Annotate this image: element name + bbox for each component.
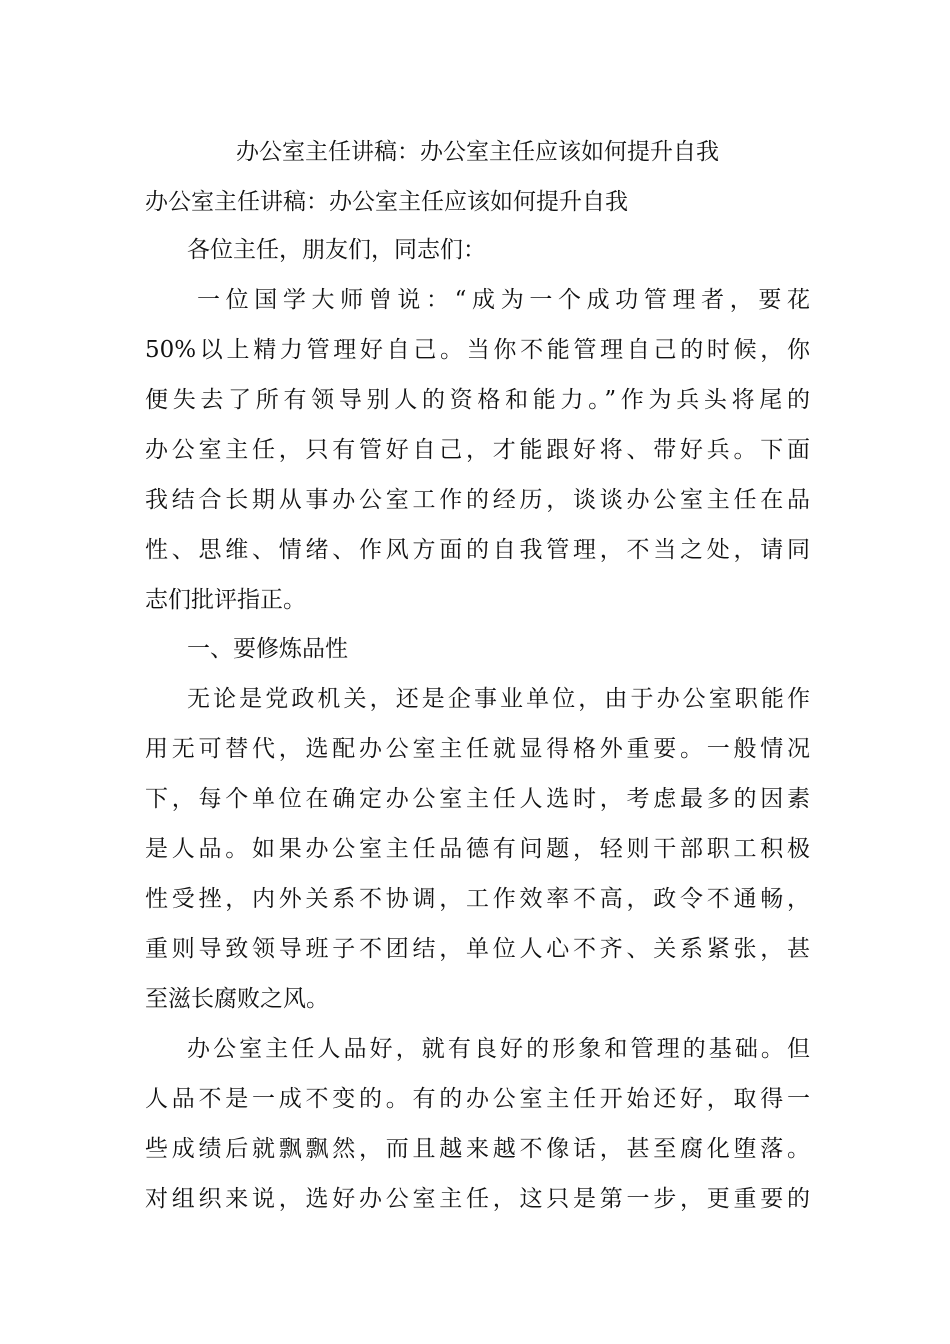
text-line-20: 些成绩后就飘飘然，而且越来越不像话，甚至腐化堕落。	[145, 1136, 810, 1162]
text-line-8: 性、思维、情绪、作风方面的自我管理，不当之处，请同	[145, 537, 810, 563]
text-line-15: 性受挫，内外关系不协调，工作效率不高，政令不通畅，	[145, 886, 810, 912]
text-line-18: 办公室主任人品好，就有良好的形象和管理的基础。但	[187, 1036, 810, 1062]
section-heading: 一、要修炼品性	[187, 636, 348, 662]
text-line-1: 办公室主任讲稿：办公室主任应该如何提升自我	[145, 189, 628, 215]
document-title: 办公室主任讲稿：办公室主任应该如何提升自我	[236, 139, 719, 165]
text-line-2: 各位主任，朋友们，同志们：	[187, 237, 486, 263]
text-line-12: 用无可替代，选配办公室主任就显得格外重要。一般情况	[145, 736, 810, 762]
text-line-3: 一位国学大师曾说：“成为一个成功管理者，要花	[197, 287, 810, 313]
text-line-4: 50%以上精力管理好自己。当你不能管理自己的时候，你	[145, 337, 810, 363]
text-line-11: 无论是党政机关，还是企事业单位，由于办公室职能作	[187, 686, 810, 712]
text-line-19: 人品不是一成不变的。有的办公室主任开始还好，取得一	[145, 1086, 810, 1112]
text-line-21: 对组织来说，选好办公室主任，这只是第一步，更重要的	[145, 1186, 810, 1212]
text-line-17: 至滋长腐败之风。	[145, 986, 329, 1012]
text-line-13: 下，每个单位在确定办公室主任人选时，考虑最多的因素	[145, 786, 810, 812]
text-line-9: 志们批评指正。	[145, 587, 306, 613]
text-line-5: 便失去了所有领导别人的资格和能力。”作为兵头将尾的	[145, 387, 810, 413]
text-line-16: 重则导致领导班子不团结，单位人心不齐、关系紧张，甚	[145, 936, 810, 962]
text-line-7: 我结合长期从事办公室工作的经历，谈谈办公室主任在品	[145, 487, 810, 513]
text-line-6: 办公室主任，只有管好自己，才能跟好将、带好兵。下面	[145, 437, 810, 463]
text-line-14: 是人品。如果办公室主任品德有问题，轻则干部职工积极	[145, 836, 810, 862]
